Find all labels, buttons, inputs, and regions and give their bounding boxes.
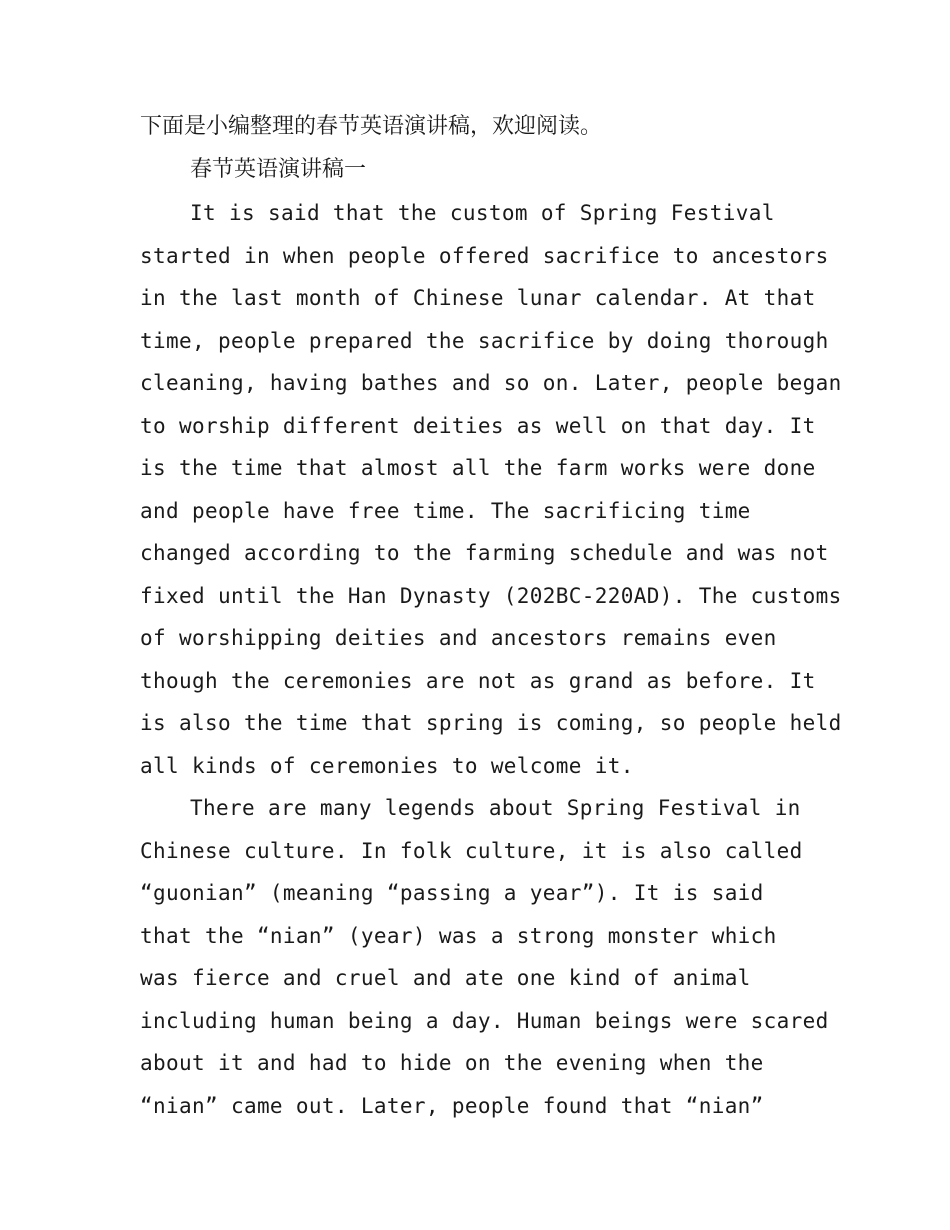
paragraph-1-line-6: to worship different deities as well on that day. It <box>140 413 816 438</box>
paragraph-2-line-7: about it and had to hide on the evening when the <box>140 1051 764 1075</box>
paragraph-1-line-4: time, people prepared the sacrifice by doing thorough <box>140 328 829 353</box>
paragraph-1-line-5: cleaning, having bathes and so on. Later, people began <box>140 371 842 395</box>
paragraph-2-line-5: was fierce and cruel and ate one kind of animal <box>140 966 751 990</box>
paragraph-1-line-10: fixed until the Han Dynasty (202BC-220AD). The customs <box>140 583 842 608</box>
paragraph-1-line-12: though the ceremonies are not as grand as before. It <box>140 668 816 693</box>
speech-body <box>140 192 842 1127</box>
paragraph-1-line-13: is also the time that spring is coming, so people held <box>140 711 842 735</box>
paragraph-1-line-1: It is said that the custom of Spring Festival <box>190 201 775 225</box>
paragraph-2-line-3: “guonian” (meaning “passing a year”). It is said <box>140 881 764 905</box>
paragraph-1-line-7: is the time that almost all the farm works were done <box>140 456 816 480</box>
paragraph-1-line-11: of worshipping deities and ancestors remains even <box>140 626 777 650</box>
paragraph-1-line-14: all kinds of ceremonies to welcome it. <box>140 753 634 778</box>
speech-heading: 春节英语演讲稿一 <box>190 157 367 182</box>
paragraph-1-line-9: changed according to the farming schedule and was not <box>140 541 829 565</box>
paragraph-1-line-2: started in when people offered sacrifice to ancestors <box>140 243 829 268</box>
paragraph-2-line-1: There are many legends about Spring Festival in <box>190 796 801 820</box>
paragraph-2-line-4: that the “nian” (year) was a strong monster which <box>140 923 777 948</box>
paragraph-2-line-2: Chinese culture. In folk culture, it is also called <box>140 838 803 863</box>
intro-sentence: 下面是小编整理的春节英语演讲稿，欢迎阅读。 <box>140 114 603 139</box>
paragraph-1-line-3: in the last month of Chinese lunar calendar. At that <box>140 286 816 310</box>
paragraph-1-line-8: and people have free time. The sacrificing time <box>140 498 751 523</box>
paragraph-2-line-8: “nian” came out. Later, people found that “nian” <box>140 1093 764 1118</box>
paragraph-2-line-6: including human being a day. Human beings were scared <box>140 1008 829 1033</box>
